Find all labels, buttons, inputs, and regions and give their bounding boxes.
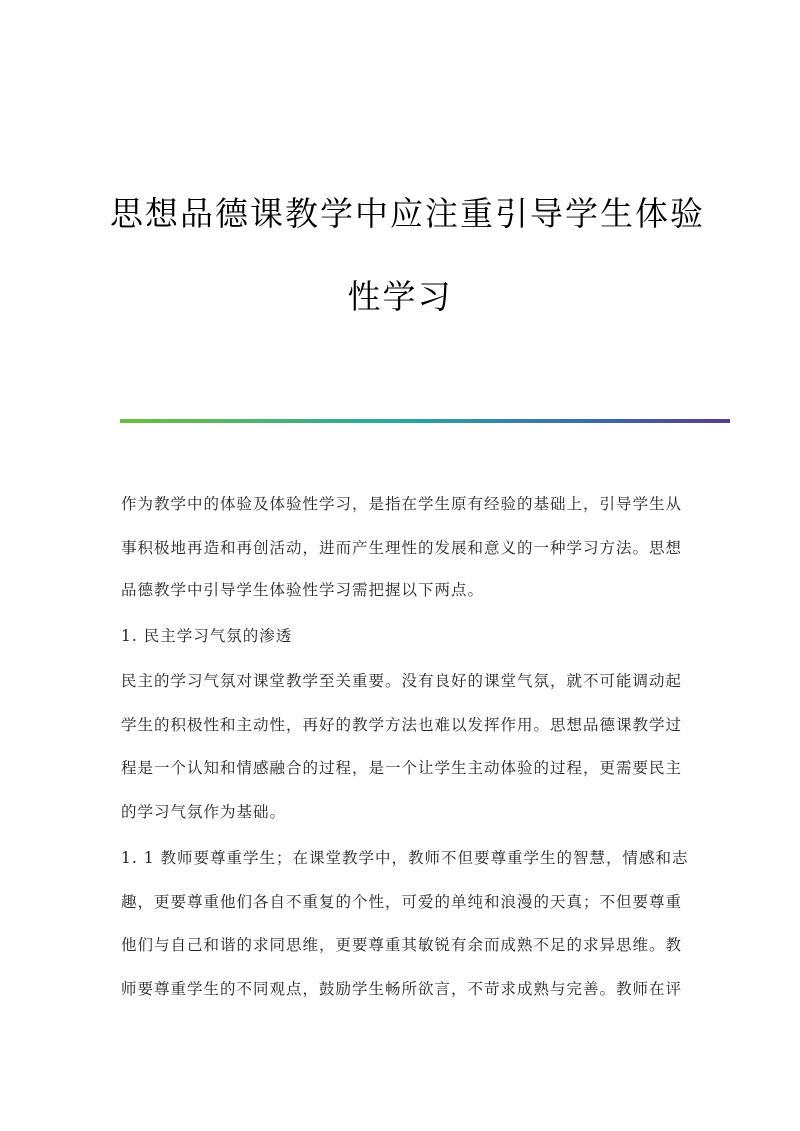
body-line: 程是一个认知和情感融合的过程，是一个让学生主动体验的过程，更需要民主 (121, 759, 683, 777)
body-line: 事积极地再造和再创活动，进而产生理性的发展和意义的一种学习方法。思想 (121, 539, 683, 557)
document-title-line-2: 性学习 (347, 277, 453, 316)
body-line: 民主的学习气氛对课堂教学至关重要。没有良好的课堂气氛，就不可能调动起 (121, 672, 683, 690)
body-line: 品德教学中引导学生体验性学习需把握以下两点。 (121, 581, 485, 599)
body-line: 师要尊重学生的不同观点，鼓励学生畅所欲言，不苛求成熟与完善。教师在评 (121, 980, 683, 998)
body-line: 趣，更要尊重他们各自不重复的个性，可爱的单纯和浪漫的天真；不但要尊重 (121, 893, 683, 911)
body-line: 学生的积极性和主动性，再好的教学方法也难以发挥作用。思想品德课教学过 (121, 716, 683, 734)
document-title-line-1: 思想品德课教学中应注重引导学生体验 (110, 194, 705, 233)
body-line: 1. 1 教师要尊重学生；在课堂教学中，教师不但要尊重学生的智慧，情感和志 (121, 849, 689, 867)
body-line: 的学习气氛作为基础。 (121, 803, 287, 821)
section-heading: 1. 民主学习气氛的渗透 (121, 627, 293, 645)
title-divider (120, 419, 730, 423)
body-line: 作为教学中的体验及体验性学习，是指在学生原有经验的基础上，引导学生从 (121, 495, 683, 513)
body-line: 他们与自己和谐的求同思维，更要尊重其敏锐有余而成熟不足的求异思维。教 (121, 936, 683, 954)
